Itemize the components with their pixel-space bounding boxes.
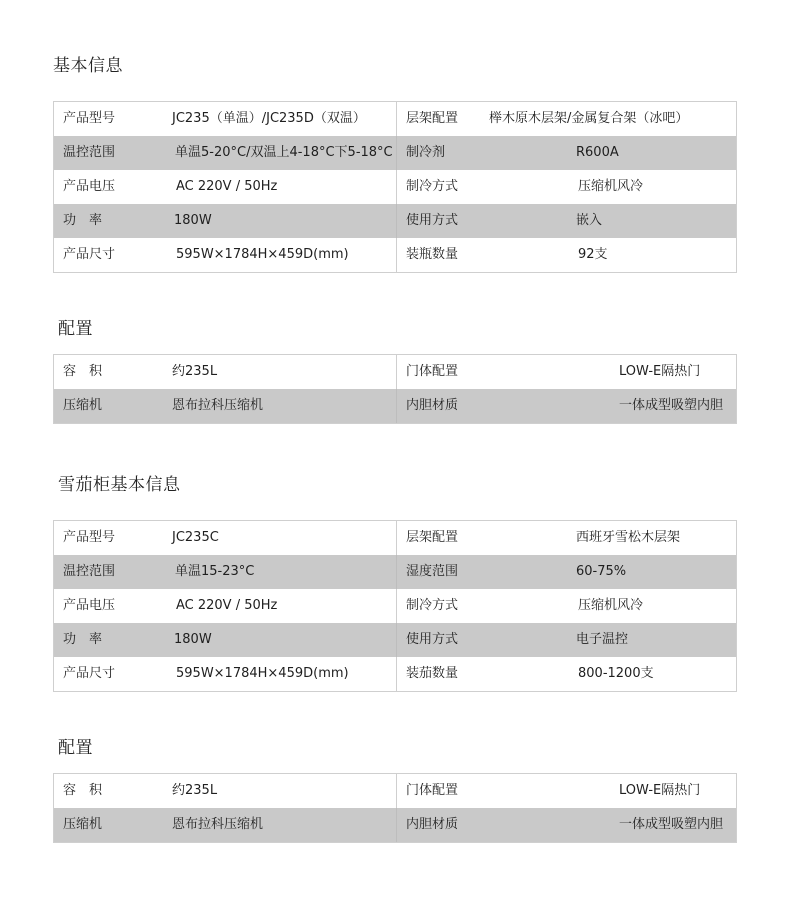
field-label: 温控范围 [63, 564, 116, 579]
field-value: 92支 [578, 247, 608, 262]
field-label: 产品尺寸 [63, 247, 116, 262]
section-title-config-2: 配置 [58, 738, 93, 758]
field-label: 内胆材质 [406, 817, 459, 832]
field-label: 使用方式 [406, 213, 459, 228]
field-value: 一体成型吸塑内胆 [619, 817, 724, 832]
field-value: 单温5-20°C/双温上4-18°C下5-18°C [175, 145, 393, 160]
field-label: 湿度范围 [406, 564, 459, 579]
table-row [54, 555, 736, 589]
field-label: 温控范围 [63, 145, 116, 160]
field-label: 压缩机 [63, 398, 103, 413]
field-value: 单温15-23°C [175, 564, 255, 579]
field-value: 嵌入 [576, 213, 603, 228]
field-label: 容 积 [63, 783, 103, 798]
config-table [53, 354, 737, 424]
table-row [54, 136, 736, 170]
field-label: 功 率 [63, 632, 103, 647]
basic-info-table [53, 101, 737, 273]
table-row [54, 204, 736, 238]
field-label: 压缩机 [63, 817, 103, 832]
table-row [54, 657, 736, 691]
field-value: 180W [174, 632, 212, 647]
table-row [54, 170, 736, 204]
field-label: 制冷方式 [406, 598, 459, 613]
field-value: AC 220V / 50Hz [176, 179, 278, 194]
field-label: 产品型号 [63, 111, 116, 126]
table-row [54, 808, 736, 842]
field-value: 800-1200支 [578, 666, 654, 681]
field-label: 门体配置 [406, 783, 459, 798]
field-label: 使用方式 [406, 632, 459, 647]
table-row [54, 589, 736, 623]
field-value: LOW-E隔热门 [619, 364, 701, 379]
field-label: 层架配置 [406, 530, 459, 545]
field-label: 产品尺寸 [63, 666, 116, 681]
field-label: 装茄数量 [406, 666, 459, 681]
field-value: R600A [576, 145, 619, 160]
field-value: 约235L [172, 783, 218, 798]
field-value: 一体成型吸塑内胆 [619, 398, 724, 413]
field-value: LOW-E隔热门 [619, 783, 701, 798]
field-label: 制冷剂 [406, 145, 446, 160]
field-value: JC235（单温）/JC235D（双温） [172, 111, 366, 126]
section-title-config: 配置 [58, 319, 93, 339]
field-value: 约235L [172, 364, 218, 379]
field-value: 压缩机风冷 [578, 598, 644, 613]
field-label: 制冷方式 [406, 179, 459, 194]
field-label: 产品型号 [63, 530, 116, 545]
field-value: 西班牙雪松木层架 [576, 530, 681, 545]
field-label: 容 积 [63, 364, 103, 379]
field-label: 层架配置 [406, 111, 459, 126]
field-value: JC235C [172, 530, 219, 545]
section-title-basic-info: 基本信息 [53, 56, 123, 76]
field-value: 595W×1784H×459D(mm) [176, 247, 349, 262]
table-row [54, 355, 736, 389]
table-row [54, 521, 736, 555]
field-value: AC 220V / 50Hz [176, 598, 278, 613]
field-label: 产品电压 [63, 179, 116, 194]
field-value: 恩布拉科压缩机 [172, 817, 264, 832]
field-label: 功 率 [63, 213, 103, 228]
field-value: 电子温控 [576, 632, 629, 647]
field-value: 榉木原木层架/金属复合架（冰吧） [489, 111, 689, 126]
field-value: 压缩机风冷 [578, 179, 644, 194]
field-value: 恩布拉科压缩机 [172, 398, 264, 413]
field-value: 595W×1784H×459D(mm) [176, 666, 349, 681]
table-row [54, 238, 736, 272]
field-value: 60-75% [576, 564, 627, 579]
field-value: 180W [174, 213, 212, 228]
field-label: 门体配置 [406, 364, 459, 379]
table-row [54, 102, 736, 136]
field-label: 装瓶数量 [406, 247, 459, 262]
field-label: 产品电压 [63, 598, 116, 613]
table-row [54, 389, 736, 423]
table-row [54, 623, 736, 657]
config-table-2 [53, 773, 737, 843]
cigar-info-table [53, 520, 737, 692]
field-label: 内胆材质 [406, 398, 459, 413]
section-title-cigar-info: 雪茄柜基本信息 [58, 475, 181, 495]
table-row [54, 774, 736, 808]
